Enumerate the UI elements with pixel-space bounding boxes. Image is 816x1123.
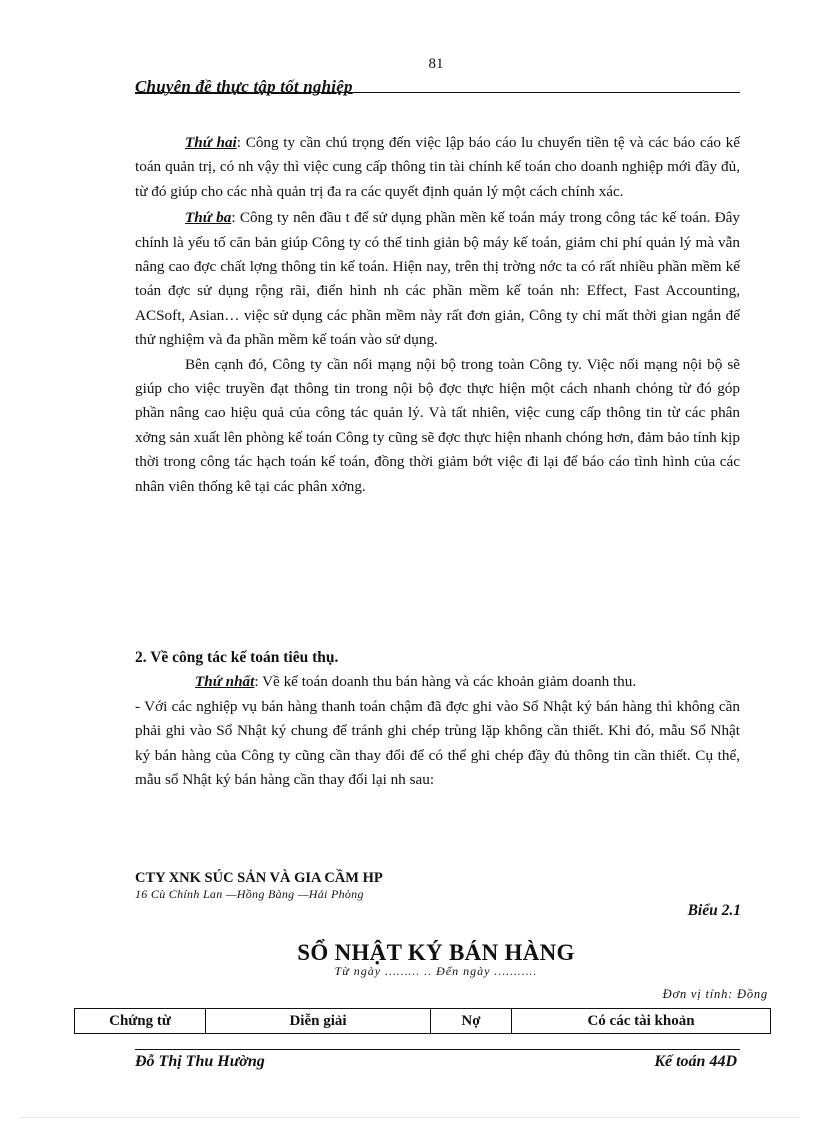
company-name: CTY XNK SÚC SẢN VÀ GIA CẦM HP — [135, 870, 383, 886]
text-thu-ba: : Công ty nên đầu t để sử dụng phần mền kế toán máy trong công tác kế toán. Đây chính là yếu tố căn bản giúp Công ty có thể tinh giản bộ máy kế toán, giảm chi phí quản lý mà vẫn nâng cao đợc chất lợng thông tin kế toán. Hiện nay, trên thị trờng nớc ta có rất nhiều phần mềm kế toán đợc sử dụng rộng rãi, điển hình nh các phần mềm kế toán nh: Effect, Fast Accounting, ACSoft, Asian… việc sử dụng các phần mềm này rất đơn giản, Công ty chỉ mất thời gian ngắn để thử nghiệm và đa phần mềm kế toán vào sử dụng. — [135, 209, 740, 349]
ledger-table — [74, 1008, 771, 1034]
company-address: 16 Cù Chính Lan —Hồng Bàng —Hải Phòng — [135, 887, 364, 901]
footer-class: Kế toán 44D — [654, 1053, 737, 1070]
text-thu-nhat: : Về kế toán doanh thu bán hàng và các khoản giảm doanh thu. — [254, 673, 637, 691]
col-no: Nợ — [431, 1009, 512, 1034]
ledger-title: SỔ NHẬT KÝ BÁN HÀNG — [297, 940, 575, 965]
col-co-cac-tai-khoan: Có các tài khoản — [512, 1009, 771, 1034]
col-chung-tu: Chứng từ — [75, 1009, 206, 1034]
ledger-header-row — [75, 1009, 771, 1034]
page-bottom-edge — [20, 1117, 800, 1118]
paragraph-thu-nhat — [135, 670, 740, 694]
currency-unit: Đơn vị tính: Đồng — [662, 987, 768, 1001]
paragraph-ben-canh: Bên cạnh đó, Công ty cần nối mạng nội bộ trong toàn Công ty. Việc nối mạng nội bộ sẽ giúp cho việc truyền đạt thông tin trong nội bộ đợc thực hiện một cách nhanh chóng từ đó góp phần nâng cao hiệu quả của công tác quản lý. Và tất nhiên, việc cung cấp thông tin từ các phân xởng sản xuất lên phòng kế toán Công ty cũng sẽ đợc thực hiện nhanh chóng hơn, đảm bảo tính kịp thời trong công tác hạch toán kế toán, đồng thời giảm bớt việc đi lại để báo cáo tình hình của các nhân viên thống kê tại các phân xởng. — [135, 355, 740, 495]
paragraph-thu-ba — [135, 206, 740, 352]
header-rule — [135, 92, 740, 93]
lead-thu-hai: Thứ hai — [185, 134, 237, 151]
paragraph-thu-hai — [135, 131, 740, 204]
form-number: Biểu 2.1 — [687, 902, 741, 919]
lead-thu-ba: Thứ ba — [185, 209, 232, 227]
lead-thu-nhat: Thứ nhất — [195, 673, 255, 691]
footer-rule — [135, 1049, 740, 1050]
body-section-2 — [135, 646, 740, 792]
header-title: Chuyên đề thực tập tốt nghiệp — [135, 77, 353, 96]
paragraph-nghiep-vu: - Với các nghiệp vụ bán hàng thanh toán chậm đã đợc ghi vào Sổ Nhật ký bán hàng thì không cần phải ghi vào Sổ Nhật ký chung để tránh ghi chép trùng lặp không cần thiết. Khi đó, mẫu Sổ Nhật ký bán hàng của Công ty cũng cần thay đổi để có thể ghi chép đầy đủ thông tin cần thiết. Cụ thể, mẫu sổ Nhật ký bán hàng cần thay đổi lại nh sau: — [135, 697, 740, 789]
col-dien-giai: Diễn giải — [206, 1009, 431, 1034]
section-heading: 2. Về công tác kế toán tiêu thụ. — [135, 649, 339, 666]
text-thu-hai: : Công ty cần chú trọng đến việc lập báo cáo lu chuyển tiền tệ và các báo cáo kế toán quản trị, có nh vậy thì việc cung cấp thông tin tài chính kế toán cho doanh nghiệp mới đầy đủ, từ đó giúp cho các nhà quản trị đa ra các quyết định quản lý một cách chính xác. — [135, 134, 740, 200]
page-number: 81 — [428, 56, 444, 72]
footer-author: Đỗ Thị Thu Hường — [135, 1053, 265, 1070]
date-range: Từ ngày ……… .. Đến ngày ……….. — [334, 964, 538, 978]
body-section-1 — [135, 131, 740, 499]
